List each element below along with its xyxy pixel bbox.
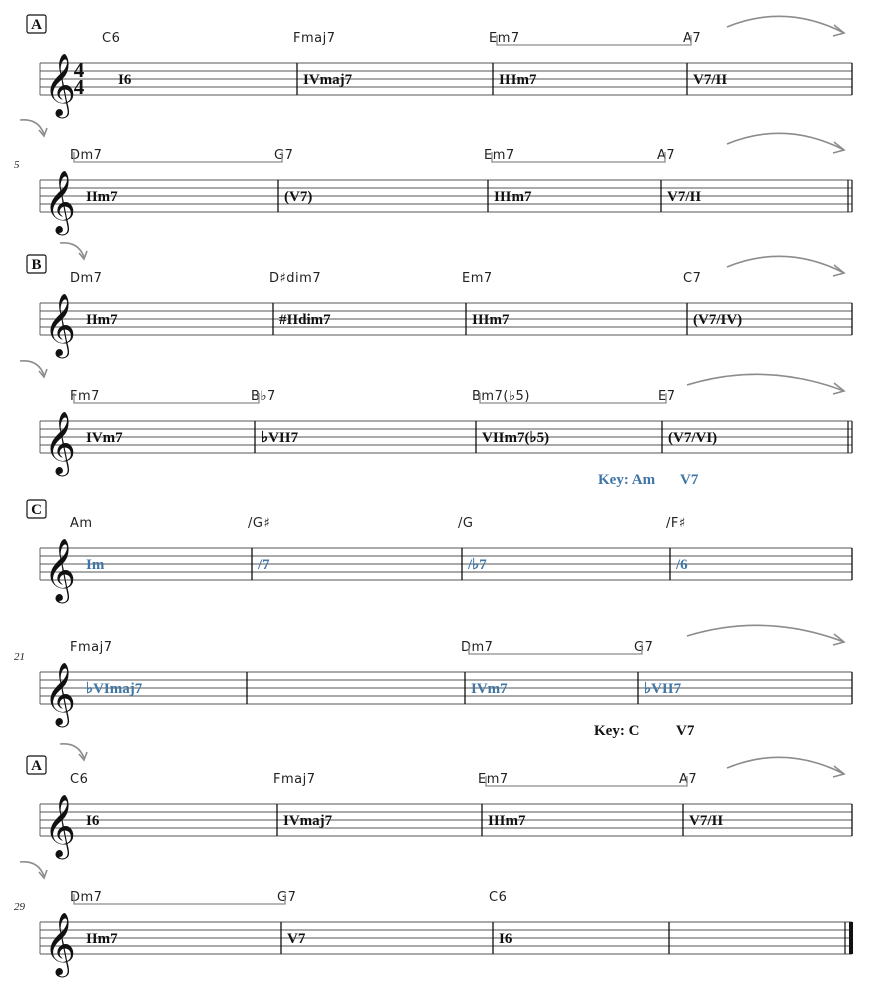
measure-number: 29 [14,901,25,913]
roman-numeral: I6 [118,72,132,88]
chord-bracket [74,152,282,162]
chord-symbol: G7 [277,890,297,905]
staff-system [14,625,852,739]
chord-symbol: C7 [683,271,702,286]
chord-bracket [74,894,285,904]
chord-symbol: Em7 [489,31,520,46]
chord-symbol: Dm7 [461,640,494,655]
chord-symbol: D♯dim7 [269,271,322,286]
measure-number: 5 [14,159,20,171]
chord-symbol: A7 [683,31,702,46]
key-function: V7 [676,723,695,739]
chord-symbol: G7 [634,640,654,655]
chord-symbol: /G [458,516,474,531]
roman-numeral: IIm7 [86,189,118,205]
chord-symbol: Fmaj7 [293,31,336,46]
chord-symbol: C6 [489,890,508,905]
roman-numeral: (V7/IV) [693,312,743,328]
roman-numeral: IIm7 [86,931,118,947]
roman-numeral: IIIm7 [472,312,510,328]
roman-numeral: IIIm7 [488,813,526,829]
curved-arrow-icon [687,625,844,642]
treble-clef-icon: 𝄞 [44,293,76,356]
roman-numeral: (V7) [284,189,313,205]
roman-numeral: IVm7 [471,681,508,697]
staff-system [27,15,852,119]
roman-numeral: V7 [287,931,306,947]
chord-symbol: Bm7(♭5) [472,389,530,404]
treble-clef-icon: 𝄞 [44,912,76,975]
roman-numeral: VIIm7(♭5) [482,430,550,446]
roman-numeral: IVmaj7 [303,72,353,88]
key-label: Key: Am [598,472,656,488]
roman-numeral: V7/II [689,813,724,829]
time-signature-top: 4 [73,58,85,82]
staff-system [14,120,852,236]
curved-arrow-icon [727,256,844,273]
chord-symbol: Em7 [484,148,515,163]
chord-symbol: Dm7 [70,890,103,905]
roman-numeral: I6 [86,813,100,829]
rehearsal-mark: C [31,502,42,518]
measure-number: 21 [14,651,25,663]
staff-system [27,744,852,860]
roman-numeral: IVmaj7 [283,813,333,829]
curved-arrow-icon [687,374,844,391]
staff-system [27,500,852,604]
roman-numeral: I6 [499,931,513,947]
curved-arrow-icon [727,133,844,150]
chord-symbol: A7 [657,148,676,163]
chord-bracket [497,35,691,45]
roman-numeral: /6 [676,557,688,573]
chord-bracket [492,152,665,162]
roman-numeral: /7 [258,557,270,573]
treble-clef-icon: 𝄞 [44,53,76,116]
curved-arrow-icon [727,757,844,774]
chord-symbol: Dm7 [70,271,103,286]
rehearsal-mark: A [31,758,42,774]
chord-symbol: B♭7 [251,389,276,404]
roman-numeral: V7/II [693,72,728,88]
curved-arrow-icon [727,16,844,33]
treble-clef-icon: 𝄞 [44,411,76,474]
time-signature-bottom: 4 [73,75,85,99]
roman-numeral: (V7/VI) [668,430,718,446]
chord-symbol: E7 [658,389,676,404]
rehearsal-mark: A [31,17,42,33]
roman-numeral: ♭VII7 [261,430,299,446]
chord-symbol: G7 [274,148,294,163]
staff-system [14,862,853,978]
treble-clef-icon: 𝄞 [44,538,76,601]
roman-numeral: IIIm7 [494,189,532,205]
chord-bracket [486,776,687,786]
roman-numeral: IIm7 [86,312,118,328]
chord-symbol: C6 [70,772,89,787]
key-function: V7 [680,472,699,488]
roman-numeral: Im [86,557,105,573]
roman-numeral: IIIm7 [499,72,537,88]
chord-symbol: C6 [102,31,121,46]
chord-symbol: Am [70,516,93,531]
chord-symbol: Em7 [478,772,509,787]
chord-symbol: /G♯ [248,516,271,531]
roman-numeral: /♭7 [468,557,487,573]
chord-symbol: Dm7 [70,148,103,163]
rehearsal-mark: B [31,257,42,273]
chord-symbol: A7 [679,772,698,787]
roman-numeral: ♭VII7 [644,681,682,697]
roman-numeral: IVm7 [86,430,123,446]
roman-numeral: V7/II [667,189,702,205]
chord-symbol: Em7 [462,271,493,286]
treble-clef-icon: 𝄞 [44,662,76,725]
chord-bracket [74,393,259,403]
chord-bracket [469,644,642,654]
chord-symbol: Fmaj7 [70,640,113,655]
treble-clef-icon: 𝄞 [44,170,76,233]
key-label: Key: C [594,723,640,739]
treble-clef-icon: 𝄞 [44,794,76,857]
chord-symbol: /F♯ [666,516,686,531]
chord-symbol: Fmaj7 [273,772,316,787]
roman-numeral: ♭VImaj7 [86,681,143,697]
roman-numeral: #IIdim7 [279,312,331,328]
chord-symbol: Fm7 [70,389,100,404]
staff-system [20,361,852,488]
final-barline [849,922,853,954]
staff-system [27,243,852,359]
